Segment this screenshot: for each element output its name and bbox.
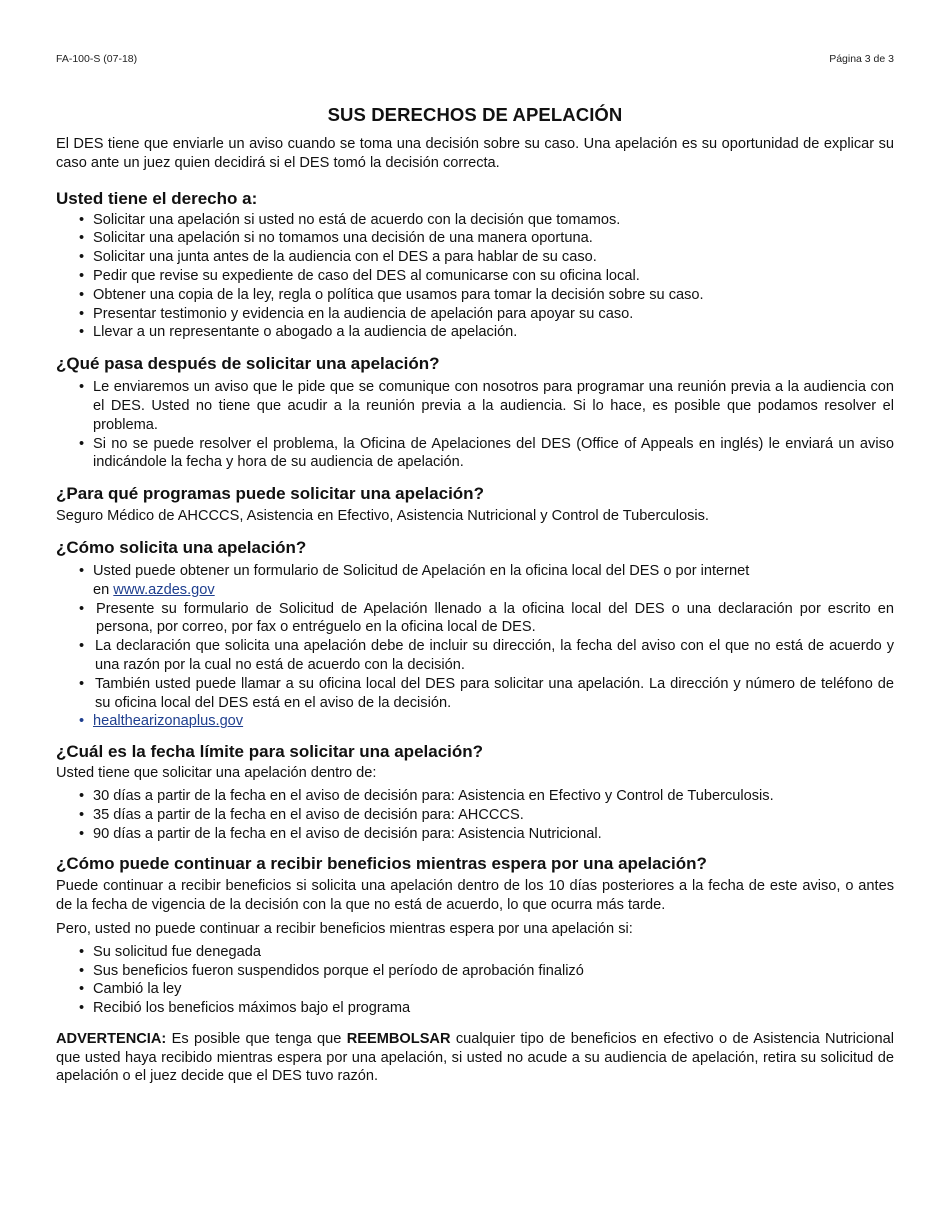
warning-text: Es posible que tenga que <box>166 1030 347 1047</box>
programs-text: Seguro Médico de AHCCCS, Asistencia en Efectivo, Asistencia Nutricional y Control de Tuberculosis. <box>56 508 709 525</box>
list-item-text: en <box>93 581 114 598</box>
list-item-text: Cambió la ley <box>93 981 182 998</box>
bullet: • <box>79 1000 85 1017</box>
document-body <box>56 104 894 1086</box>
list-item-text: Si no se puede resolver el problema, la Oficina de Apelaciones del DES (Office of Appeals en inglés) le enviará un aviso indicándole la fecha y hora de su audiencia de apelación. <box>93 435 894 471</box>
list-item <box>56 378 894 434</box>
bullet: • <box>79 379 85 396</box>
list-item-text: Llevar a un representante o abogado a la audiencia de apelación. <box>93 324 518 341</box>
deadline-list <box>56 787 894 843</box>
list-item-text: También usted puede llamar a su oficina local del DES para solicitar una apelación. La dirección y número de teléfono de su oficina local del DES está en el aviso de la decisión. <box>95 675 894 711</box>
bullet: • <box>79 600 85 617</box>
list-item <box>56 600 894 638</box>
list-item <box>56 323 894 342</box>
warning-paragraph <box>56 1030 894 1086</box>
list-item-text: Su solicitud fue denegada <box>93 943 261 960</box>
deadline-text: Usted tiene que solicitar una apelación dentro de: <box>56 765 377 782</box>
warning-text: cualquier tipo de beneficios en efectivo o de Asistencia Nutricional que usted haya recibido mientras espera por una apelación, si usted no acude a su audiencia de apelación, retira su solicitud de apelación o el juez decide que el DES tuvo razón. <box>56 1030 894 1085</box>
list-item-text: Recibió los beneficios máximos bajo el programa <box>93 1000 411 1017</box>
list-item <box>56 637 894 675</box>
bullet: • <box>79 943 85 960</box>
bullet: • <box>79 787 85 804</box>
list-item-text: Le enviaremos un aviso que le pide que se comunique con nosotros para programar una reunión previa a la audiencia con el DES. Usted no tiene que acudir a la reunión previa a la audiencia. Si lo hace, es posible que podamos resolver el problema. <box>93 379 894 433</box>
list-item <box>56 435 894 473</box>
bullet: • <box>79 981 85 998</box>
programs-heading: ¿Para qué programas puede solicitar una apelación? <box>56 484 484 504</box>
howto-heading: ¿Cómo solicita una apelación? <box>56 537 307 557</box>
bullet: • <box>79 249 85 266</box>
healthearizonaplus-link[interactable]: healthearizonaplus.gov <box>93 713 244 730</box>
intro-paragraph: El DES tiene que enviarle un aviso cuando se toma una decisión sobre su caso. Una apelación es su oportunidad de explicar su caso ante un juez quien decidirá si el DES tomó la decisión correcta. <box>56 136 894 171</box>
bullet: • <box>79 562 85 579</box>
bullet: • <box>79 806 85 823</box>
after-list <box>56 378 894 472</box>
bullet: • <box>79 675 85 692</box>
list-item-text: Pedir que revise su expediente de caso del DES al comunicarse con su oficina local. <box>93 267 640 284</box>
list-item-text: Sus beneficios fueron suspendidos porque el período de aprobación finalizó <box>93 962 584 979</box>
list-item <box>56 806 894 825</box>
bullet: • <box>79 211 85 228</box>
list-item <box>56 787 894 806</box>
list-item <box>56 248 894 267</box>
bullet: • <box>79 638 85 655</box>
list-item-text: La declaración que solicita una apelación debe de incluir su dirección, la fecha del aviso con el que no está de acuerdo y una razón por la cual no está de acuerdo con la decisión. <box>95 638 894 673</box>
form-code: FA-100-S (07-18) <box>56 53 138 65</box>
deadline-heading: ¿Cuál es la fecha límite para solicitar una apelación? <box>56 742 484 762</box>
list-item-text: Usted puede obtener un formulario de Solicitud de Apelación en la oficina local del DES o por internet <box>93 562 750 579</box>
list-item <box>56 943 894 962</box>
bullet: • <box>79 435 85 452</box>
bullet: • <box>79 713 85 730</box>
bullet: • <box>79 267 85 284</box>
after-heading: ¿Qué pasa después de solicitar una apelación? <box>56 354 440 374</box>
list-item-text: Presente su formulario de Solicitud de Apelación llenado a la oficina local del DES o una declaración por escrito en persona, por correo, por fax o entréguelo en la oficina local de DES. <box>96 600 894 636</box>
bullet: • <box>79 324 85 341</box>
rights-list <box>56 211 894 343</box>
list-item-text: 90 días a partir de la fecha en el aviso de decisión para: Asistencia Nutricional. <box>93 825 602 842</box>
bullet: • <box>79 825 85 842</box>
list-item <box>56 962 894 981</box>
list-item <box>56 286 894 305</box>
list-item-text: 35 días a partir de la fecha en el aviso de decisión para: AHCCCS. <box>93 806 524 823</box>
list-item <box>56 267 894 286</box>
list-item <box>56 675 894 713</box>
azdes-link[interactable]: www.azdes.gov <box>113 581 215 598</box>
list-item <box>56 211 894 230</box>
list-item <box>56 980 894 999</box>
bullet: • <box>79 305 85 322</box>
list-item <box>56 562 894 600</box>
list-item <box>56 999 894 1018</box>
warning-label: ADVERTENCIA: <box>56 1030 167 1047</box>
list-item <box>56 712 894 731</box>
bullet: • <box>79 962 85 979</box>
list-item <box>56 825 894 844</box>
list-item <box>56 305 894 324</box>
continue-heading: ¿Cómo puede continuar a recibir beneficios mientras espera por una apelación? <box>56 854 707 874</box>
bullet: • <box>79 230 85 247</box>
rights-heading: Usted tiene el derecho a: <box>56 188 258 208</box>
list-item-text: Solicitar una apelación si usted no está de acuerdo con la decisión que tomamos. <box>93 211 621 228</box>
list-item-text: Solicitar una apelación si no tomamos una decisión de una manera oportuna. <box>93 230 593 247</box>
page-number: Página 3 de 3 <box>829 53 894 65</box>
list-item-text: 30 días a partir de la fecha en el aviso de decisión para: Asistencia en Efectivo y Control de Tuberculosis. <box>93 787 774 804</box>
continue-text-2: Pero, usted no puede continuar a recibir beneficios mientras espera por una apelación si: <box>56 920 633 937</box>
bullet: • <box>79 286 85 303</box>
continue-list <box>56 943 894 1018</box>
list-item <box>56 229 894 248</box>
list-item-text: Solicitar una junta antes de la audiencia con el DES a para hablar de su caso. <box>93 249 597 266</box>
continue-text-1: Puede continuar a recibir beneficios si solicita una apelación dentro de los 10 días posteriores a la fecha de este aviso, o antes de la fecha de vigencia de la decisión con la que no está de acuerdo, lo que ocurra más tarde. <box>56 878 894 914</box>
page-title: SUS DERECHOS DE APELACIÓN <box>327 104 623 125</box>
list-item-text: Presentar testimonio y evidencia en la audiencia de apelación para apoyar su caso. <box>93 305 634 322</box>
list-item-text: Obtener una copia de la ley, regla o política que usamos para tomar la decisión sobre su caso. <box>93 286 704 303</box>
warning-emphasis: REEMBOLSAR <box>346 1030 451 1047</box>
howto-list <box>56 562 894 731</box>
